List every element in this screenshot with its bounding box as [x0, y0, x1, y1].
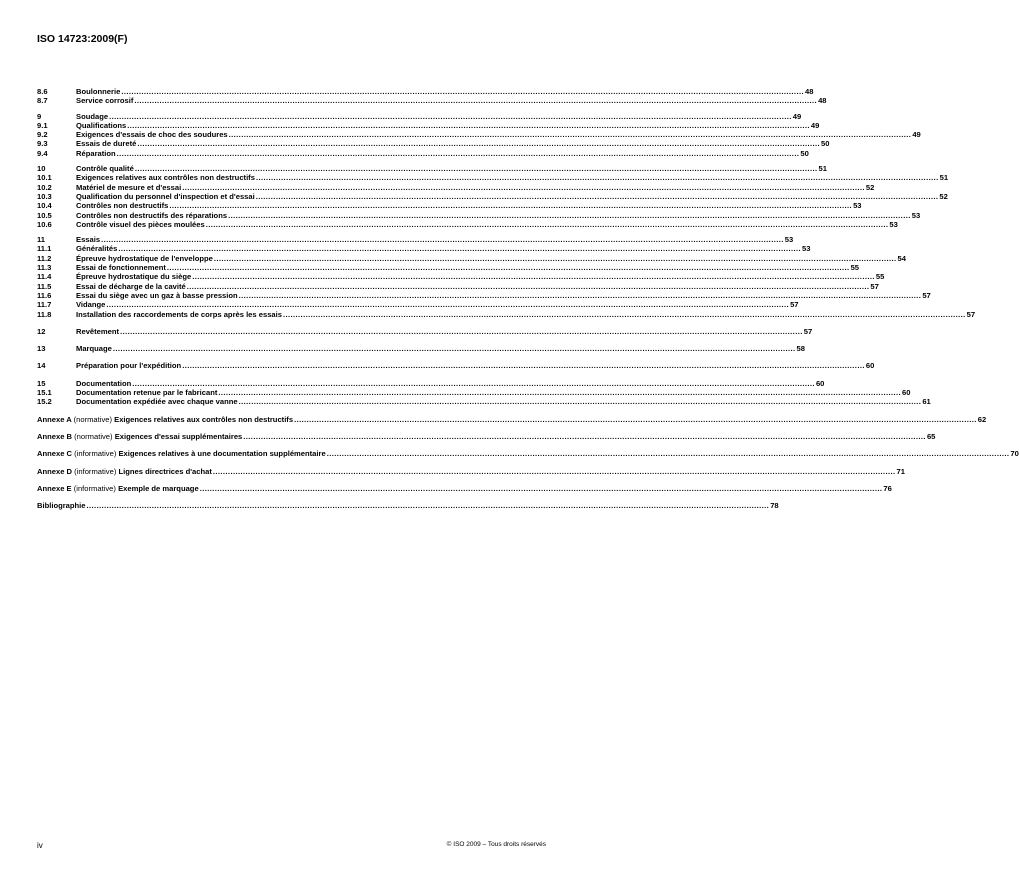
toc-entry-page: 53: [889, 219, 898, 229]
annex-label: Annexe C: [37, 449, 73, 459]
toc-entry-page: 60: [902, 388, 911, 398]
toc-entry-title: Qualifications: [76, 120, 127, 130]
dot-leader: [101, 235, 784, 244]
toc-annex-entry[interactable]: [37, 483, 892, 493]
toc-entry-number: 11: [37, 235, 46, 245]
toc-entry[interactable]: [37, 210, 921, 220]
annex-kind: (informative): [74, 449, 117, 459]
bibliography-title: Bibliographie: [37, 501, 86, 511]
dot-leader: [117, 149, 800, 158]
toc-entry-number: 11.4: [37, 272, 52, 282]
toc-entry-page: 57: [870, 281, 879, 291]
annex-page: 70: [1010, 449, 1019, 459]
dot-leader: [283, 310, 966, 319]
toc-entry-page: 55: [850, 263, 860, 273]
toc-entry-title: Contrôles non destructifs: [76, 201, 169, 211]
toc-entry-title: Essais de dureté: [76, 139, 137, 149]
toc-entry-page: 57: [803, 326, 813, 336]
toc-entry-page: 57: [922, 290, 931, 300]
toc-entry-number: 10.3: [37, 191, 52, 201]
toc-entry-title: Revêtement: [76, 326, 120, 336]
annex-title: Exemple de marquage: [118, 483, 199, 493]
annex-page: 71: [896, 466, 905, 476]
toc-entry[interactable]: [37, 219, 898, 229]
toc-entry-title: Essai de décharge de la cavité: [76, 281, 186, 291]
toc-entry-number: 11.5: [37, 281, 52, 291]
toc-entry[interactable]: [37, 361, 875, 371]
toc-entry-title: Marquage: [76, 344, 112, 354]
toc-entry-number: 11.6: [37, 290, 52, 300]
annex-label: Annexe D: [37, 466, 73, 476]
dot-leader: [120, 327, 803, 336]
toc-entry-title: Documentation retenue par le fabricant: [76, 388, 218, 398]
table-of-contents: [37, 87, 1019, 511]
toc-entry-page: 51: [818, 164, 827, 174]
toc-entry-title: Documentation: [76, 378, 132, 388]
annex-heading: [37, 467, 212, 476]
toc-entry-page: 50: [821, 139, 830, 149]
annex-page: 62: [977, 414, 987, 424]
toc-entry-title: Essai de fonctionnement: [76, 263, 166, 273]
toc-entry-number: 11.7: [37, 300, 52, 310]
dot-leader: [206, 220, 889, 229]
dot-leader: [228, 211, 911, 220]
toc-entry-page: 55: [875, 272, 885, 282]
dot-leader: [239, 397, 922, 406]
toc-entry[interactable]: [37, 111, 802, 121]
toc-entry[interactable]: [37, 281, 879, 291]
toc-entry[interactable]: [37, 173, 949, 183]
copyright-notice: © ISO 2009 – Tous droits réservés: [446, 841, 546, 848]
annex-kind: (normative): [73, 414, 112, 424]
document-header: ISO 14723:2009(F): [37, 33, 128, 45]
page-number: iv: [37, 841, 43, 850]
dot-leader: [127, 121, 810, 130]
toc-entry[interactable]: [37, 130, 921, 140]
annex-title: Lignes directrices d'achat: [118, 466, 212, 476]
toc-entry-page: 49: [912, 130, 921, 140]
toc-entry[interactable]: [37, 326, 813, 336]
dot-leader: [239, 291, 922, 300]
toc-entry-title: Contrôle visuel des pièces moulées: [76, 219, 205, 229]
toc-entry-number: 8.7: [37, 96, 48, 106]
toc-entry-title: Boulonnerie: [76, 87, 121, 96]
annex-label: Annexe A: [37, 414, 72, 424]
dot-leader: [256, 173, 939, 182]
annex-heading: [37, 449, 326, 458]
toc-entry-number: 15.2: [37, 397, 52, 407]
toc-entry-number: 10.1: [37, 173, 52, 183]
toc-entry-page: 61: [922, 397, 931, 407]
toc-entry-title: Essais: [76, 235, 101, 245]
annex-heading: [37, 432, 242, 441]
toc-entry-number: 11.2: [37, 253, 52, 263]
annex-kind: (informative): [74, 466, 117, 476]
toc-entry-title: Service corrosif: [76, 96, 134, 106]
annex-heading: [37, 415, 293, 424]
toc-annex-entry[interactable]: [37, 449, 1019, 459]
toc-entry-title: Réparation: [76, 148, 116, 158]
toc-entry-page: 57: [966, 309, 976, 319]
toc-entry-title: Essai du siège avec un gaz à basse pression: [76, 290, 238, 300]
dot-leader: [118, 244, 801, 253]
toc-entry-number: 10.2: [37, 182, 52, 192]
toc-entry-page: 53: [802, 244, 811, 254]
toc-entry[interactable]: [37, 263, 860, 273]
dot-leader: [137, 139, 820, 148]
toc-entry-title: Généralités: [76, 244, 118, 254]
annex-title: Exigences relatives aux contrôles non destructifs: [114, 414, 294, 424]
toc-entry-title: Vidange: [76, 300, 106, 310]
dot-leader: [218, 388, 901, 397]
annex-label: Annexe B: [37, 431, 73, 441]
annex-kind: (normative): [74, 431, 113, 441]
toc-entry-number: 9.1: [37, 120, 48, 130]
dot-leader: [256, 192, 939, 201]
toc-entry-page: 50: [800, 148, 809, 158]
toc-entry-title: Matériel de mesure et d'essai: [76, 182, 182, 192]
toc-entry-number: 13: [37, 344, 46, 354]
toc-entry-page: 48: [818, 96, 827, 106]
toc-entry-number: 9.2: [37, 130, 48, 140]
toc-entry-page: 51: [939, 173, 949, 183]
toc-entry[interactable]: [37, 148, 809, 158]
toc-entry[interactable]: [37, 244, 811, 254]
toc-entry[interactable]: [37, 201, 862, 211]
toc-entry-number: 10.6: [37, 219, 52, 229]
toc-entry-page: 58: [796, 344, 805, 354]
dot-leader: [134, 96, 817, 105]
dot-leader: [135, 164, 818, 173]
annex-kind: (informative): [73, 483, 116, 493]
toc-entry-page: 53: [784, 235, 794, 245]
toc-entry-page: 48: [804, 87, 814, 96]
toc-entry-page: 53: [911, 210, 921, 220]
toc-entry[interactable]: [37, 397, 931, 407]
toc-entry-title: Exigences d'essais de choc des soudures: [76, 130, 228, 140]
toc-entry-number: 9.4: [37, 148, 48, 158]
toc-entry[interactable]: [37, 309, 976, 319]
dot-leader: [109, 112, 792, 121]
annex-page: 76: [883, 483, 892, 493]
toc-entry-number: 14: [37, 361, 46, 371]
toc-entry-page: 60: [815, 378, 825, 388]
toc-entry-number: 15: [37, 378, 46, 388]
dot-leader: [113, 344, 796, 353]
toc-entry-number: 9: [37, 111, 42, 121]
toc-entry-page: 54: [897, 253, 906, 263]
dot-leader: [243, 432, 926, 441]
toc-entry-title: Exigences relatives aux contrôles non destructifs: [76, 173, 255, 183]
annex-title: Exigences relatives à une documentation supplémentaire: [118, 449, 326, 459]
dot-leader: [167, 263, 850, 272]
toc-entry-page: 49: [792, 111, 802, 121]
toc-entry-page: 49: [810, 120, 820, 130]
dot-leader: [132, 379, 815, 388]
toc-entry-number: 11.8: [37, 309, 52, 319]
toc-entry[interactable]: [37, 139, 830, 149]
toc-entry-title: Épreuve hydrostatique du siège: [76, 272, 192, 282]
toc-entry[interactable]: [37, 378, 825, 388]
toc-entry[interactable]: [37, 388, 911, 398]
toc-entry-number: 8.6: [37, 87, 48, 96]
dot-leader: [213, 467, 896, 476]
toc-entry[interactable]: [37, 96, 827, 106]
toc-entry-title: Préparation pour l'expédition: [76, 361, 182, 371]
dot-leader: [182, 183, 865, 192]
annex-label: Annexe E: [37, 483, 72, 493]
toc-entry-page: 60: [865, 361, 875, 371]
dot-leader: [327, 449, 1010, 458]
toc-entry[interactable]: [37, 253, 906, 263]
toc-entry-page: 53: [853, 201, 862, 211]
toc-entry[interactable]: [37, 182, 875, 192]
dot-leader: [294, 415, 977, 424]
toc-entry-title: Installation des raccordements de corps après les essais: [76, 309, 282, 319]
toc-entry-number: 9.3: [37, 139, 48, 149]
dot-leader: [106, 300, 789, 309]
toc-entry-number: 10.4: [37, 201, 52, 211]
toc-entry[interactable]: [37, 87, 814, 96]
toc-entry-number: 11.3: [37, 263, 52, 273]
toc-entry-page: 57: [790, 300, 799, 310]
annex-title: Exigences d'essai supplémentaires: [114, 431, 243, 441]
bibliography-page: 78: [770, 501, 779, 511]
toc-entry[interactable]: [37, 120, 820, 130]
dot-leader: [192, 272, 875, 281]
toc-entry-title: Documentation expédiée avec chaque vanne: [76, 397, 238, 407]
dot-leader: [200, 484, 883, 493]
toc-entry-title: Contrôle qualité: [76, 164, 134, 174]
toc-bibliography-entry[interactable]: [37, 501, 779, 511]
toc-entry-page: 52: [865, 182, 875, 192]
toc-entry-title: Qualification du personnel d'inspection et d'essai: [76, 191, 255, 201]
toc-entry-title: Contrôles non destructifs des réparations: [76, 210, 228, 220]
toc-entry[interactable]: [37, 164, 827, 174]
annex-page: 65: [926, 431, 936, 441]
toc-annex-entry[interactable]: [37, 431, 936, 441]
dot-leader: [169, 201, 852, 210]
dot-leader: [229, 130, 912, 139]
toc-entry-title: Soudage: [76, 111, 109, 121]
toc-entry[interactable]: [37, 272, 885, 282]
toc-entry[interactable]: [37, 290, 931, 300]
dot-leader: [187, 282, 870, 291]
dot-leader: [121, 87, 804, 96]
toc-entry-title: Épreuve hydrostatique de l'enveloppe: [76, 253, 213, 263]
toc-annex-entry[interactable]: [37, 466, 905, 476]
toc-entry[interactable]: [37, 300, 799, 310]
toc-entry[interactable]: [37, 344, 805, 354]
toc-entry[interactable]: [37, 191, 948, 201]
toc-entry-number: 10: [37, 164, 46, 174]
toc-entry-number: 12: [37, 326, 46, 336]
toc-entry-number: 10.5: [37, 210, 52, 220]
toc-entry-page: 52: [939, 191, 948, 201]
toc-entry[interactable]: [37, 235, 794, 245]
dot-leader: [87, 501, 770, 510]
dot-leader: [182, 361, 865, 370]
toc-entry-number: 15.1: [37, 388, 52, 398]
toc-annex-entry[interactable]: [37, 414, 987, 424]
toc-entry-number: 11.1: [37, 244, 52, 254]
dot-leader: [214, 254, 897, 263]
annex-heading: [37, 484, 199, 493]
